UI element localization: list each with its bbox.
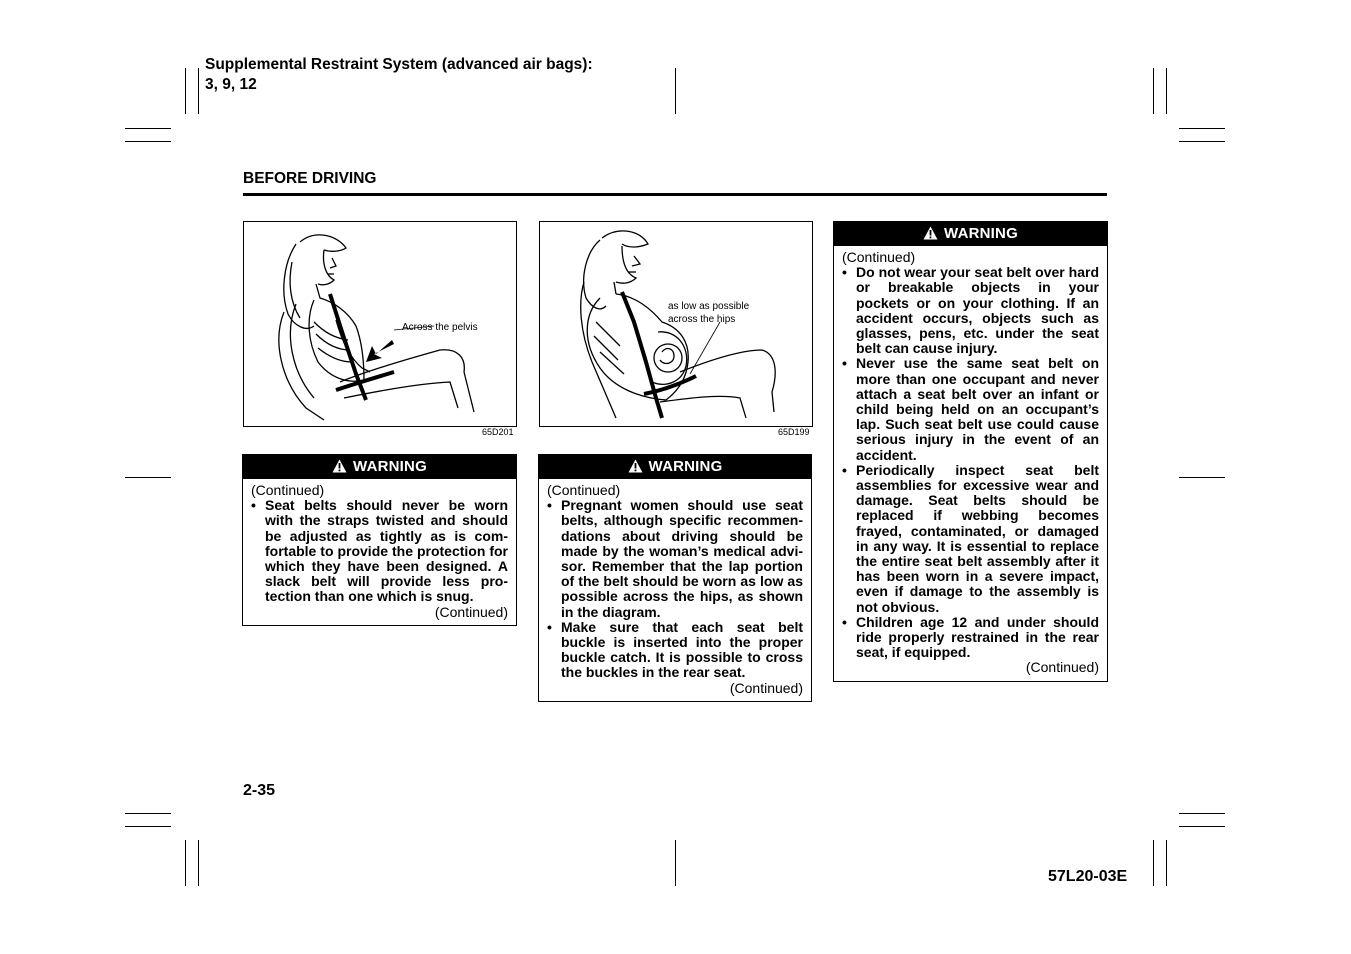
crop-mark bbox=[125, 477, 171, 478]
warning-bullet: • Never use the same seat belt on more than one occupant and never attach a seat belt over an infant or child being held on an occupant’s lap. Such seat belt use could cause serious injury in the event of an accident. bbox=[842, 355, 1099, 463]
crop-mark bbox=[1179, 477, 1225, 478]
warning-bullet: • Seat belts should never be worn with the straps twisted and should be adjusted as tightly as is com-fortable to provide the protection for which they have been designed. A slack belt will provide less pro-tection than one which is snug. bbox=[251, 497, 508, 605]
figure-label-hips-line1: as low as possible bbox=[668, 301, 750, 312]
header-note-line1: Supplemental Restraint System (advanced air bags): bbox=[205, 56, 593, 73]
warning-bullet: • Children age 12 and under should ride properly restrained in the rear seat, if equipped. bbox=[842, 613, 1099, 661]
header-note bbox=[205, 55, 593, 95]
warning-bullet-text: Periodically inspect seat belt assemblies for excessive wear and damage. Seat belts should be replaced if webbing becomes frayed, contaminated, or damaged in any way. It is essential to replace the entire seat belt assembly after it has been worn in a severe impact, even if damage to the assembly is not obvious. bbox=[856, 461, 1099, 615]
crop-mark bbox=[1179, 141, 1225, 142]
warning-bullet-text: Children age 12 and under should ride properly restrained in the rear seat, if equipped. bbox=[856, 613, 1099, 661]
crop-mark bbox=[198, 840, 199, 886]
warning-title: WARNING bbox=[648, 458, 723, 475]
crop-mark bbox=[125, 826, 171, 827]
figure-code: 65D201 bbox=[482, 427, 514, 437]
crop-mark bbox=[185, 840, 186, 886]
figure-pregnant-seatbelt bbox=[539, 221, 813, 427]
crop-mark bbox=[1166, 840, 1167, 886]
continued-label: (Continued) bbox=[842, 249, 916, 265]
continued-label: (Continued) bbox=[434, 603, 508, 620]
warning-bullet: • Make sure that each seat belt buckle is inserted into the proper buckle catch. It is possible to cross the buckles in the rear seat. bbox=[547, 618, 803, 681]
warning-header bbox=[243, 455, 516, 479]
crop-mark bbox=[675, 840, 676, 886]
warning-bullet-text: Do not wear your seat belt over hard or breakable objects in your pockets or on your clothing. If an accident occurs, objects such as glasses, pens, etc. under the seat belt can cause injury. bbox=[856, 264, 1099, 357]
header-note-line2: 3, 9, 12 bbox=[205, 76, 257, 93]
crop-mark bbox=[125, 128, 171, 129]
warning-title: WARNING bbox=[944, 225, 1018, 242]
warning-title: WARNING bbox=[353, 458, 427, 475]
crop-mark bbox=[675, 68, 676, 114]
crop-mark bbox=[1153, 840, 1154, 886]
section-title: BEFORE DRIVING bbox=[243, 170, 377, 187]
continued-label: (Continued) bbox=[729, 679, 803, 696]
warning-box-twisted-straps bbox=[242, 454, 517, 626]
crop-mark bbox=[125, 141, 171, 142]
crop-mark bbox=[185, 68, 186, 114]
warning-bullet-text: Never use the same seat belt on more than one occupant and never attach a seat belt over an infant or child being held on an occupant’s lap. Such seat belt use could cause serious injury in the event of an accident. bbox=[856, 355, 1099, 463]
figure-label-hips-line2: across the hips bbox=[668, 314, 736, 325]
warning-box-objects-occupants bbox=[833, 221, 1108, 682]
warning-box-pregnant bbox=[538, 454, 812, 702]
arrow-icon bbox=[366, 340, 394, 362]
continued-label: (Continued) bbox=[251, 482, 325, 498]
warning-bullet-text: Pregnant women should use seat belts, although specific recommen-dations about driving should be made by the woman’s medical advi-sor. Remember that the lap portion of the belt should be worn as low as possible across the hips, as shown in the diagram. bbox=[561, 497, 803, 620]
warning-bullet: • Do not wear your seat belt over hard or breakable objects in your pockets or on your clothing. If an accident occurs, objects such as glasses, pens, etc. under the seat belt can cause injury. bbox=[842, 264, 1099, 357]
warning-header bbox=[834, 222, 1107, 246]
warning-header bbox=[539, 455, 811, 479]
crop-mark bbox=[1179, 826, 1225, 827]
crop-mark bbox=[1179, 813, 1225, 814]
figure-label-hips bbox=[668, 300, 749, 326]
page-number: 2-35 bbox=[243, 782, 276, 799]
crop-mark bbox=[1166, 68, 1167, 114]
document-code: 57L20-03E bbox=[1048, 868, 1128, 885]
figure-seatbelt-pelvis bbox=[243, 221, 517, 427]
crop-mark bbox=[1153, 68, 1154, 114]
warning-triangle-icon bbox=[332, 457, 347, 481]
warning-bullet-text: Make sure that each seat belt buckle is inserted into the proper buckle catch. It is possible to cross the buckles in the rear seat. bbox=[561, 618, 803, 681]
crop-mark bbox=[198, 68, 199, 114]
warning-bullet-text: Seat belts should never be worn with the straps twisted and should be adjusted as tightly as is com-fortable to provide the protection for which they have been designed. A slack belt will provide less pro-tection than one which is snug. bbox=[265, 497, 508, 605]
continued-label: (Continued) bbox=[1025, 659, 1099, 676]
crop-mark bbox=[1179, 128, 1225, 129]
crop-mark bbox=[125, 813, 171, 814]
section-rule bbox=[243, 193, 1107, 196]
warning-bullet: • Periodically inspect seat belt assemblies for excessive wear and damage. Seat belts should be replaced if webbing becomes frayed, contaminated, or damaged in any way. It is essential to replace the entire seat belt assembly after it has been worn in a severe impact, even if damage to the assembly is not obvious. bbox=[842, 461, 1099, 615]
continued-label: (Continued) bbox=[547, 482, 621, 498]
warning-bullet: • Pregnant women should use seat belts, although specific recommen-dations about driving should be made by the woman’s medical advi-sor. Remember that the lap portion of the belt should be worn as low as possible across the hips, as shown in the diagram. bbox=[547, 497, 803, 620]
figure-label-pelvis: Across the pelvis bbox=[402, 322, 478, 333]
warning-triangle-icon bbox=[923, 224, 938, 248]
warning-triangle-icon bbox=[628, 457, 643, 481]
figure-code: 65D199 bbox=[778, 427, 810, 437]
